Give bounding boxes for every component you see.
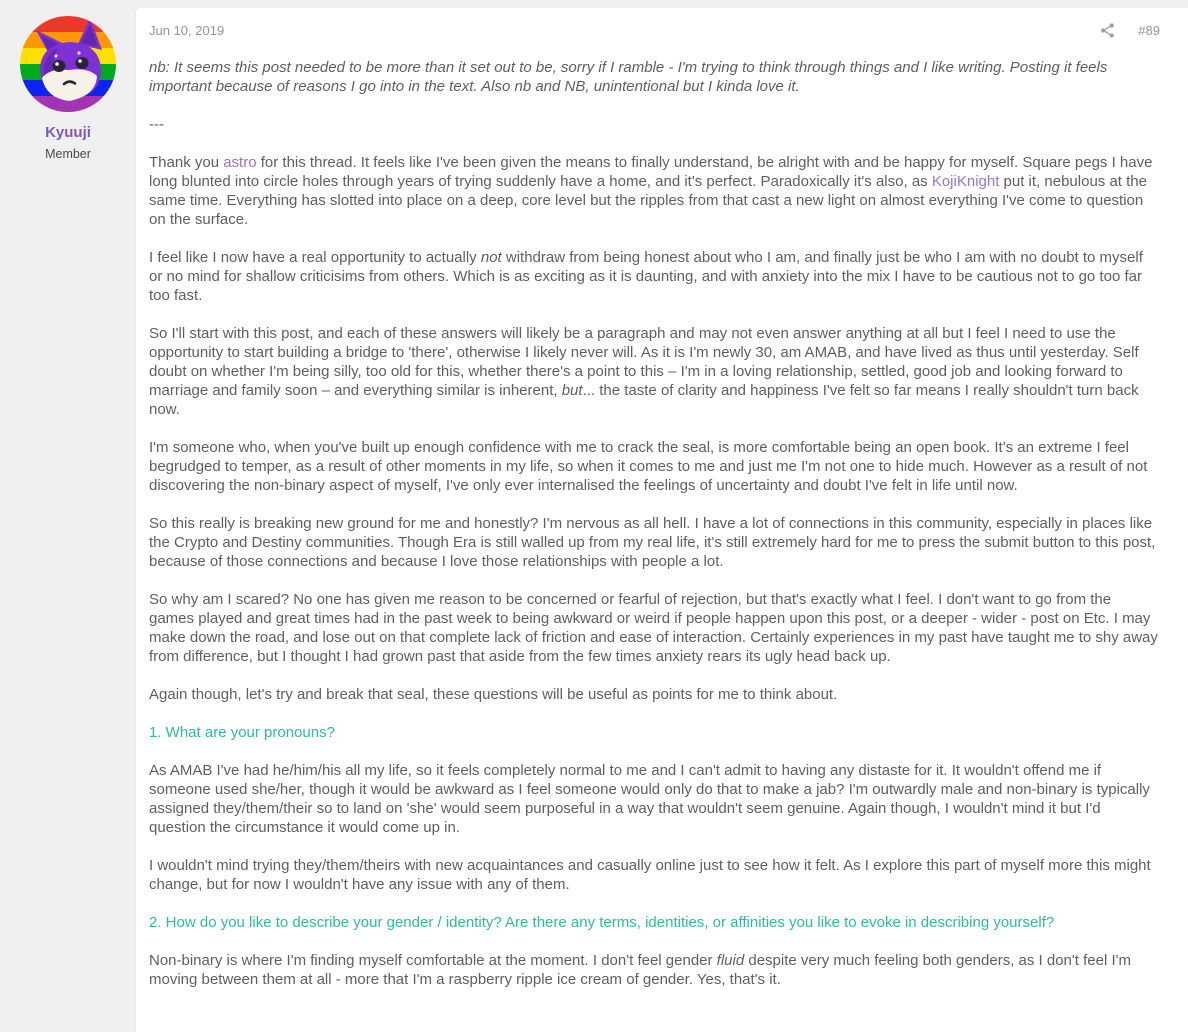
question-heading: [149, 723, 1160, 742]
post-header-actions: [1099, 22, 1160, 39]
share-button[interactable]: [1099, 22, 1116, 39]
text-segment: So this really is breaking new ground for me and honestly? I'm nervous as all hell. I have a lot of connections in this community, especially in places like the Crypto and Destiny communities. Though Era is still walled up from my real life, it's still extremely hard for me to press the submit button to this post, because of those connections and because I love those relationships with people a lot.: [149, 515, 1156, 570]
text-segment: 1. What are your pronouns?: [149, 724, 335, 741]
text-segment: ... the taste of clarity and happiness I've felt so far means I really shouldn't turn back now.: [149, 382, 1139, 418]
text-segment: I'm someone who, when you've built up enough confidence with me to crack the seal, is more comfortable being an open book. It's an extreme I feel begrudged to temper, as a result of other moments in my life, so when it comes to me and just me I'm not one to hide much. However as a result of not discovering the non-binary aspect of myself, I've only ever internalised the feelings of uncertainty and doubt I've felt in life until now.: [149, 439, 1148, 494]
post-paragraph: [149, 115, 1160, 134]
post-paragraph: [149, 58, 1160, 96]
fox-avatar-icon: [20, 16, 116, 112]
post-paragraph: [149, 761, 1160, 837]
text-segment: fluid: [716, 952, 745, 969]
text-segment: for this thread. It feels like I've been given the means to finally understand, be alright with and be happy for myself. Square pegs I have long blunted into circle holes through years of trying suddenly have a home, and it's perfect. Paradoxically it's also, as: [149, 154, 1153, 190]
text-segment: As AMAB I've had he/him/his all my life, so it feels completely normal to me and I can't admit to having any distaste for it. It wouldn't offend me if someone used she/her, though it would be awkward as I feel someone would only do that to make a jab? I'm outwardly male and non-binary is typically assigned they/them/their so to land on 'she' would seem purposeful in a way that wouldn't seem genuine. Again though, I wouldn't mind it but I'd question the circumstance it would come up in.: [149, 762, 1150, 836]
post-author-sidebar: [0, 0, 136, 161]
author-role: Member: [45, 147, 91, 161]
user-mention-link[interactable]: KojiKnight: [931, 173, 1000, 190]
post-date-link[interactable]: Jun 10, 2019: [149, 22, 225, 38]
post-paragraph: [149, 324, 1160, 419]
post-paragraph: [149, 248, 1160, 305]
text-segment: I feel like I now have a real opportunity to actually: [149, 249, 481, 266]
post-paragraph: [149, 153, 1160, 229]
post-paragraph: [149, 590, 1160, 666]
post-paragraph: [149, 438, 1160, 495]
post-paragraph: [149, 856, 1160, 894]
text-segment: I wouldn't mind trying they/them/theirs with new acquaintances and casually online just to see how it felt. As I explore this part of myself more this might change, but for now I wouldn't have any issue with any of them.: [149, 857, 1151, 893]
text-segment: 2. How do you like to describe your gender / identity? Are there any terms, identities, or affinities you like to evoke in describing yourself?: [149, 914, 1055, 931]
text-segment: not: [480, 249, 502, 266]
author-username[interactable]: Kyuuji: [45, 124, 91, 141]
text-segment: So I'll start with this post, and each of these answers will likely be a paragraph and may not even answer anything at all but I feel I need to use the opportunity to start building a bridge to 'there', otherwise I likely never will. As it is I'm newly 30, am AMAB, and have lived as thus until yesterday. Self doubt on whether I'm being silly, too old for this, whether there's a point to this – I'm in a loving relationship, settled, good job and looking forward to marriage and family soon – and everything similar is inherent,: [149, 325, 1139, 399]
text-segment: So why am I scared? No one has given me reason to be concerned or fearful of rejection, but that's exactly what I feel. I don't want to go from the games played and great times had in the past week to being awkward or weird if people happen upon this post, or a deeper - wider - post on Etc. I may make down the road, and lose out on that complete lack of friction and ease of interaction. Certainly experiences in my past have taught me to shy away from difference, but I thought I had grown past that aside from the few times anxiety rears its ugly head back up.: [149, 591, 1158, 665]
question-heading: [149, 913, 1160, 932]
text-segment: put it, nebulous at the same time. Everything has slotted into place on a deep, core level but the ripples from that cast a new light on almost everything I've come to question on the surface.: [149, 173, 1147, 228]
post-paragraph: [149, 514, 1160, 571]
avatar[interactable]: [20, 16, 116, 112]
text-segment: Non-binary is where I'm finding myself comfortable at the moment. I don't feel gender: [149, 952, 717, 969]
post-paragraph: [149, 685, 1160, 704]
post-paragraph: [149, 951, 1160, 989]
post-body: [149, 58, 1160, 989]
user-mention-link[interactable]: astro: [223, 154, 257, 171]
text-segment: despite very much feeling both genders, as I don't feel I'm moving between them at all - more that I'm a raspberry ripple ice cream of gender. Yes, that's it.: [149, 952, 1131, 988]
share-icon: [1099, 22, 1116, 39]
text-segment: but: [561, 382, 583, 399]
text-segment: withdraw from being honest about who I am, and finally just be who I am with no doubt to myself or no mind for shallow criticisims from others. Which is as exciting as it is daunting, and with anxiety into the mix I have to be cautious not to go too far too fast.: [149, 249, 1143, 304]
post-card: [136, 8, 1188, 1032]
text-segment: Thank you: [149, 154, 224, 171]
text-segment: Again though, let's try and break that seal, these questions will be useful as points for me to think about.: [149, 686, 838, 703]
post-header: [149, 21, 1160, 39]
post-number-link[interactable]: #89: [1138, 22, 1160, 38]
text-segment: ---: [149, 116, 164, 133]
text-segment: nb: It seems this post needed to be more than it set out to be, sorry if I ramble - I'm trying to think through things and I like writing. Posting it feels important because of reasons I go into in the text. Also nb and NB, unintentional but I kinda love it.: [149, 59, 1108, 95]
